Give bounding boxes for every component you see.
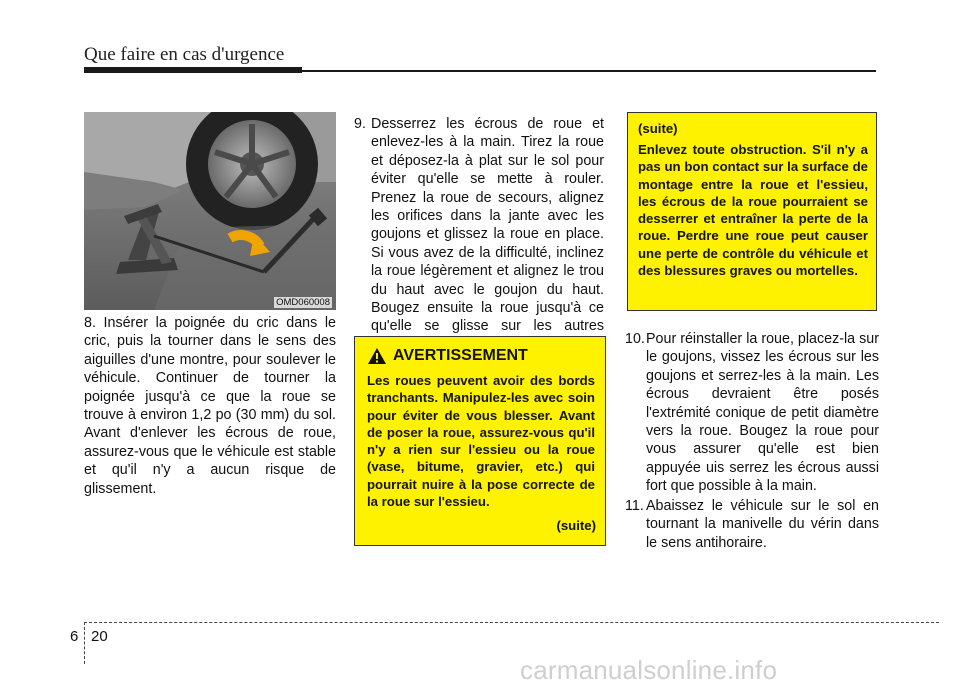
header-rule (84, 67, 876, 73)
warning-box (354, 336, 606, 546)
continued-label: (suite) (638, 121, 678, 136)
step-9 (354, 115, 604, 354)
step-11 (625, 497, 879, 552)
footer-divider (84, 622, 85, 664)
step-10-number: 10. (625, 331, 645, 347)
jack-illustration (84, 112, 336, 310)
warning-triangle-icon (367, 347, 387, 365)
warning-continued-text: Enlevez toute obstruction. S'il n'y a pas un bon contact sur la surface de montage entre la roue et l'essieu, les écrous de la roue pourraient se desserrer et entraîner la perte de la roue. Perdre une roue peut causer une perte de contrôle du véhicule et des blessures graves ou mortelles. (638, 142, 868, 279)
footer-rule (84, 622, 939, 623)
section-title: Que faire en cas d'urgence (84, 44, 285, 65)
section-number: 6 (70, 628, 79, 645)
warning-text: Les roues peuvent avoir des bords tranchants. Manipulez-les avec soin pour éviter de vous blesser. Avant de poser la roue, assurez-vous qu'il n'y a rien sur l'essieu ou la roue (vase, bitume, gravier, etc.) qui pourrait nuire à la pose correcte de la roue sur l'essieu. (367, 373, 595, 510)
step-11-text: Abaissez le véhicule sur le sol en tournant la manivelle du vérin dans le sens antihoraire. (646, 498, 879, 551)
warning-continued-box (627, 112, 877, 311)
jack-photo (84, 112, 336, 310)
warning-title: AVERTISSEMENT (393, 347, 528, 364)
figure-code: OMD060008 (276, 297, 330, 308)
step-9-number: 9. (354, 116, 366, 132)
step-10-text: Pour réinstaller la roue, placez-la sur le goujons, vissez les écrous sur les goujons et serrez-les à la main. Les écrous devraient être posés l'extrémité conique de petit diamètre vers la roue. Bougez la roue pour vous assurer qu'elle est bien appuyée uis serrez les écrous aussi fort que possible à la main. (646, 331, 879, 495)
step-8-text: 8. Insérer la poignée du cric dans le cric, puis la tourner dans le sens des aiguilles d'une montre, pour soulever le véhicule. Continuer de tourner la poignée jusqu'à ce que la roue se trouve à environ 1,2 po (30 mm) du sol. Avant d'enlever les écrous de roue, assurez-vous que le véhicule est stable et qu'il n'y a aucun risque de glissement. (84, 315, 336, 497)
page-number: 20 (91, 628, 108, 645)
warning-continued-label: (suite) (556, 518, 596, 533)
watermark: carmanualsonline.info (520, 655, 778, 685)
step-11-number: 11. (625, 498, 644, 514)
step-9-text: Desserrez les écrous de roue et enlevez-les à la main. Tirez la roue et déposez-la à plat sur le sol pour éviter qu'elle se mette à rouler. Prenez la roue de secours, alignez les orifices dans la jante avec les goujons et glissez la roue en place. Si vous avez de la difficulté, inclinez la roue légèrement et alignez le trou du haut avec le goujon du haut. Bougez ensuite la roue jusqu'à ce qu'elle se glisse sur les autres (371, 116, 604, 335)
warning-header (367, 347, 528, 365)
step-10 (625, 330, 879, 496)
